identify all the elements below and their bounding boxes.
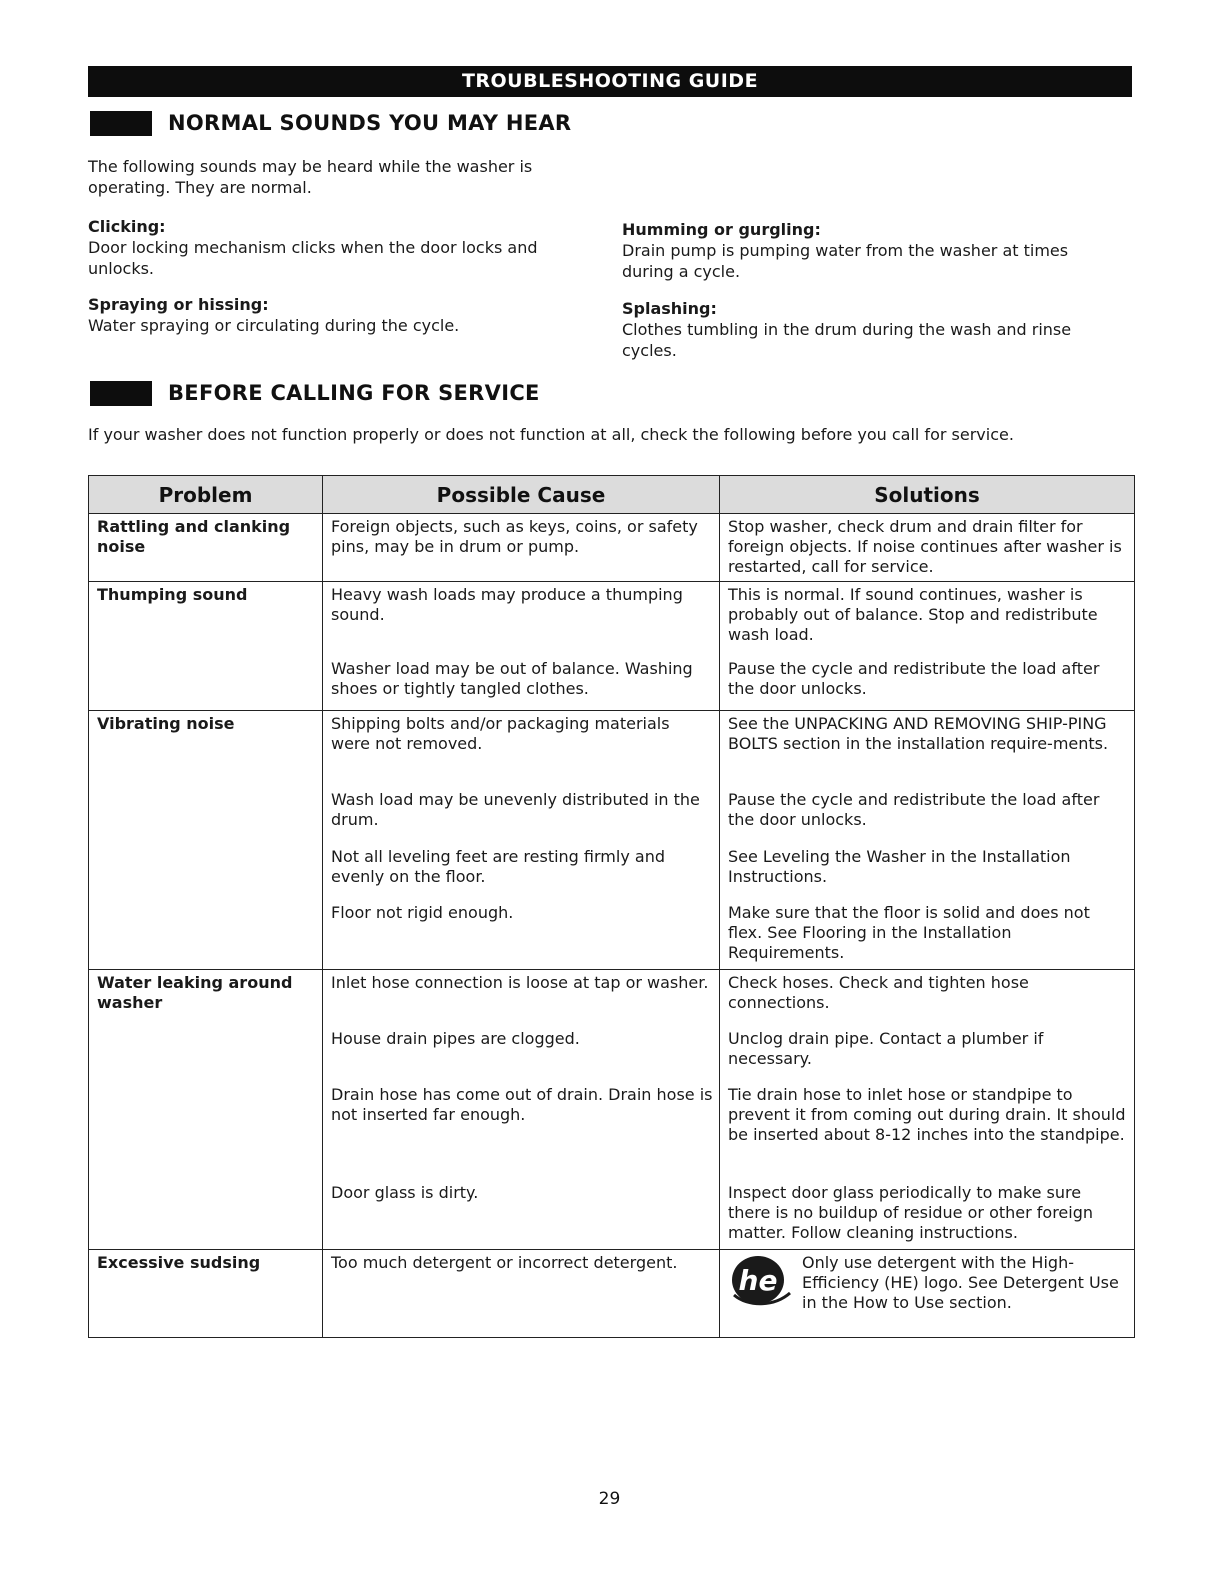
sound-text: Water spraying or circulating during the cycle. <box>88 316 460 335</box>
service-heading <box>90 378 540 408</box>
solution-cell: Make sure that the floor is solid and does not flex. See Flooring in the Installation Requirements. <box>720 900 1135 970</box>
solution-cell: Pause the cycle and redistribute the load after the door unlocks. <box>720 787 1135 844</box>
solution-cell <box>720 1250 1135 1338</box>
troubleshooting-table <box>88 475 1135 1338</box>
solution-cell: Unclog drain pipe. Contact a plumber if necessary. <box>720 1026 1135 1082</box>
cause-cell: Washer load may be out of balance. Washing shoes or tightly tangled clothes. <box>323 656 720 711</box>
solution-cell: See the UNPACKING AND REMOVING SHIP-PING BOLTS section in the installation require-ments. <box>720 711 1135 787</box>
table-row <box>89 1250 1135 1338</box>
section-marker <box>90 111 152 136</box>
table-row <box>89 582 1135 656</box>
intro-line: operating. They are normal. <box>88 178 312 197</box>
header-problem: Problem <box>89 476 323 514</box>
cause-cell: Shipping bolts and/or packaging materials were not removed. <box>323 711 720 787</box>
sound-label: Spraying or hissing: <box>88 295 269 314</box>
section-marker <box>90 381 152 406</box>
cause-cell: Foreign objects, such as keys, coins, or safety pins, may be in drum or pump. <box>323 514 720 582</box>
header-solutions: Solutions <box>720 476 1135 514</box>
problem-cell <box>89 844 323 900</box>
problem-cell <box>89 1180 323 1250</box>
guide-banner: TROUBLESHOOTING GUIDE <box>88 66 1132 97</box>
problem-cell <box>89 1082 323 1180</box>
cause-cell: Wash load may be unevenly distributed in the drum. <box>323 787 720 844</box>
table-row <box>89 844 1135 900</box>
sound-text: Door locking mechanism clicks when the door locks and unlocks. <box>88 238 538 278</box>
solution-cell: Pause the cycle and redistribute the load after the door unlocks. <box>720 656 1135 711</box>
cause-cell: House drain pipes are clogged. <box>323 1026 720 1082</box>
problem-cell: Thumping sound <box>89 582 323 656</box>
sound-label: Humming or gurgling: <box>622 220 821 239</box>
problem-cell <box>89 1026 323 1082</box>
cause-cell: Heavy wash loads may produce a thumping sound. <box>323 582 720 656</box>
table-row <box>89 787 1135 844</box>
solution-cell: Inspect door glass periodically to make sure there is no buildup of residue or other foreign matter. Follow cleaning instructions. <box>720 1180 1135 1250</box>
sound-label: Clicking: <box>88 217 166 236</box>
cause-cell: Inlet hose connection is loose at tap or washer. <box>323 970 720 1026</box>
sound-splashing <box>622 298 1122 361</box>
sound-spraying <box>88 294 598 336</box>
problem-cell: Vibrating noise <box>89 711 323 787</box>
page-number: 29 <box>598 1489 621 1509</box>
sound-label: Splashing: <box>622 299 717 318</box>
he-solution-text: Only use detergent with the High-Efficiency (HE) logo. See Detergent Use in the How to Use section. <box>802 1253 1119 1312</box>
normal-sounds-heading <box>90 108 571 138</box>
table-row <box>89 1082 1135 1180</box>
cause-cell: Too much detergent or incorrect detergent. <box>323 1250 720 1338</box>
he-logo-text: he <box>738 1264 778 1297</box>
normal-sounds-intro <box>88 156 628 198</box>
sound-text: Clothes tumbling in the drum during the wash and rinse cycles. <box>622 320 1072 360</box>
cause-cell: Drain hose has come out of drain. Drain hose is not inserted far enough. <box>323 1082 720 1180</box>
solution-cell: See Leveling the Washer in the Installation Instructions. <box>720 844 1135 900</box>
table-header-row <box>89 476 1135 514</box>
he-logo-icon <box>728 1253 794 1307</box>
he-solution <box>728 1253 1128 1313</box>
problem-cell <box>89 900 323 970</box>
service-title: BEFORE CALLING FOR SERVICE <box>168 381 540 405</box>
solution-cell: This is normal. If sound continues, washer is probably out of balance. Stop and redistribute wash load. <box>720 582 1135 656</box>
service-intro: If your washer does not function properly or does not function at all, check the following before you call for service. <box>88 425 1014 444</box>
table-row <box>89 1026 1135 1082</box>
sound-clicking <box>88 216 598 279</box>
table-row <box>89 514 1135 582</box>
table-row <box>89 656 1135 711</box>
table-row <box>89 970 1135 1026</box>
cause-cell: Floor not rigid enough. <box>323 900 720 970</box>
solution-cell: Stop washer, check drum and drain filter for foreign objects. If noise continues after washer is restarted, call for service. <box>720 514 1135 582</box>
cause-cell: Not all leveling feet are resting firmly and evenly on the floor. <box>323 844 720 900</box>
sound-text: Drain pump is pumping water from the washer at times during a cycle. <box>622 241 1069 281</box>
problem-cell <box>89 656 323 711</box>
solution-cell: Check hoses. Check and tighten hose connections. <box>720 970 1135 1026</box>
problem-cell <box>89 787 323 844</box>
solution-cell: Tie drain hose to inlet hose or standpipe to prevent it from coming out during drain. It should be inserted about 8-12 inches into the standpipe. <box>720 1082 1135 1180</box>
problem-cell: Rattling and clanking noise <box>89 514 323 582</box>
cause-cell: Door glass is dirty. <box>323 1180 720 1250</box>
problem-cell: Excessive sudsing <box>89 1250 323 1338</box>
intro-line: The following sounds may be heard while the washer is <box>88 157 533 176</box>
header-possible-cause: Possible Cause <box>323 476 720 514</box>
normal-sounds-title: NORMAL SOUNDS YOU MAY HEAR <box>168 111 572 135</box>
sound-humming <box>622 219 1122 282</box>
table-row <box>89 900 1135 970</box>
table-row <box>89 711 1135 787</box>
table-row <box>89 1180 1135 1250</box>
problem-cell: Water leaking around washer <box>89 970 323 1026</box>
